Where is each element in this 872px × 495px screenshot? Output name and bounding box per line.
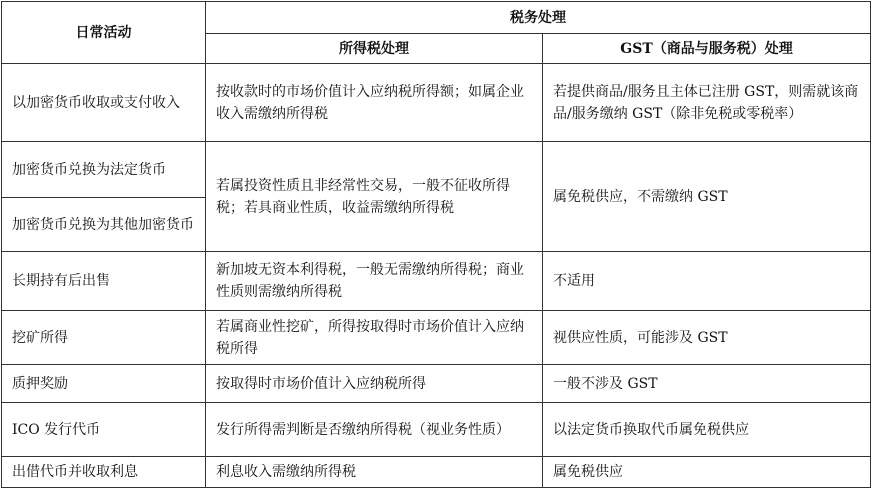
header-tax-treatment: 税务处理 bbox=[206, 2, 871, 34]
income-tax-cell: 按取得时市场价值计入应纳税所得 bbox=[206, 365, 543, 403]
gst-cell: 视供应性质，可能涉及 GST bbox=[543, 311, 871, 365]
table-row bbox=[2, 403, 871, 457]
table-row bbox=[2, 365, 871, 403]
income-tax-cell: 若属商业性挖矿，所得按取得时市场价值计入应纳税所得 bbox=[206, 311, 543, 365]
gst-cell: 不适用 bbox=[543, 252, 871, 311]
header-activity: 日常活动 bbox=[2, 2, 206, 64]
activity-cell: 加密货币兑换为法定货币 bbox=[2, 142, 206, 198]
tax-treatment-table bbox=[1, 1, 871, 488]
gst-cell: 属免税供应，不需缴纳 GST bbox=[543, 142, 871, 252]
activity-cell: 出借代币并收取利息 bbox=[2, 457, 206, 488]
table-row bbox=[2, 311, 871, 365]
activity-cell: ICO 发行代币 bbox=[2, 403, 206, 457]
table-row bbox=[2, 252, 871, 311]
header-gst: GST（商品与服务税）处理 bbox=[543, 34, 871, 64]
income-tax-cell: 若属投资性质且非经常性交易，一般不征收所得税；若具商业性质，收益需缴纳所得税 bbox=[206, 142, 543, 252]
gst-cell: 以法定货币换取代币属免税供应 bbox=[543, 403, 871, 457]
table-row bbox=[2, 64, 871, 142]
gst-cell: 属免税供应 bbox=[543, 457, 871, 488]
activity-cell: 挖矿所得 bbox=[2, 311, 206, 365]
income-tax-cell: 利息收入需缴纳所得税 bbox=[206, 457, 543, 488]
activity-cell: 长期持有后出售 bbox=[2, 252, 206, 311]
gst-cell: 若提供商品/服务且主体已注册 GST，则需就该商品/服务缴纳 GST（除非免税或零税率） bbox=[543, 64, 871, 142]
table-row bbox=[2, 457, 871, 488]
activity-cell: 加密货币兑换为其他加密货币 bbox=[2, 198, 206, 252]
income-tax-cell: 按收款时的市场价值计入应纳税所得额；如属企业收入需缴纳所得税 bbox=[206, 64, 543, 142]
activity-cell: 质押奖励 bbox=[2, 365, 206, 403]
gst-cell: 一般不涉及 GST bbox=[543, 365, 871, 403]
header-income-tax: 所得税处理 bbox=[206, 34, 543, 64]
table-row bbox=[2, 142, 871, 198]
income-tax-cell: 新加坡无资本利得税，一般无需缴纳所得税；商业性质则需缴纳所得税 bbox=[206, 252, 543, 311]
income-tax-cell: 发行所得需判断是否缴纳所得税（视业务性质） bbox=[206, 403, 543, 457]
activity-cell: 以加密货币收取或支付收入 bbox=[2, 64, 206, 142]
